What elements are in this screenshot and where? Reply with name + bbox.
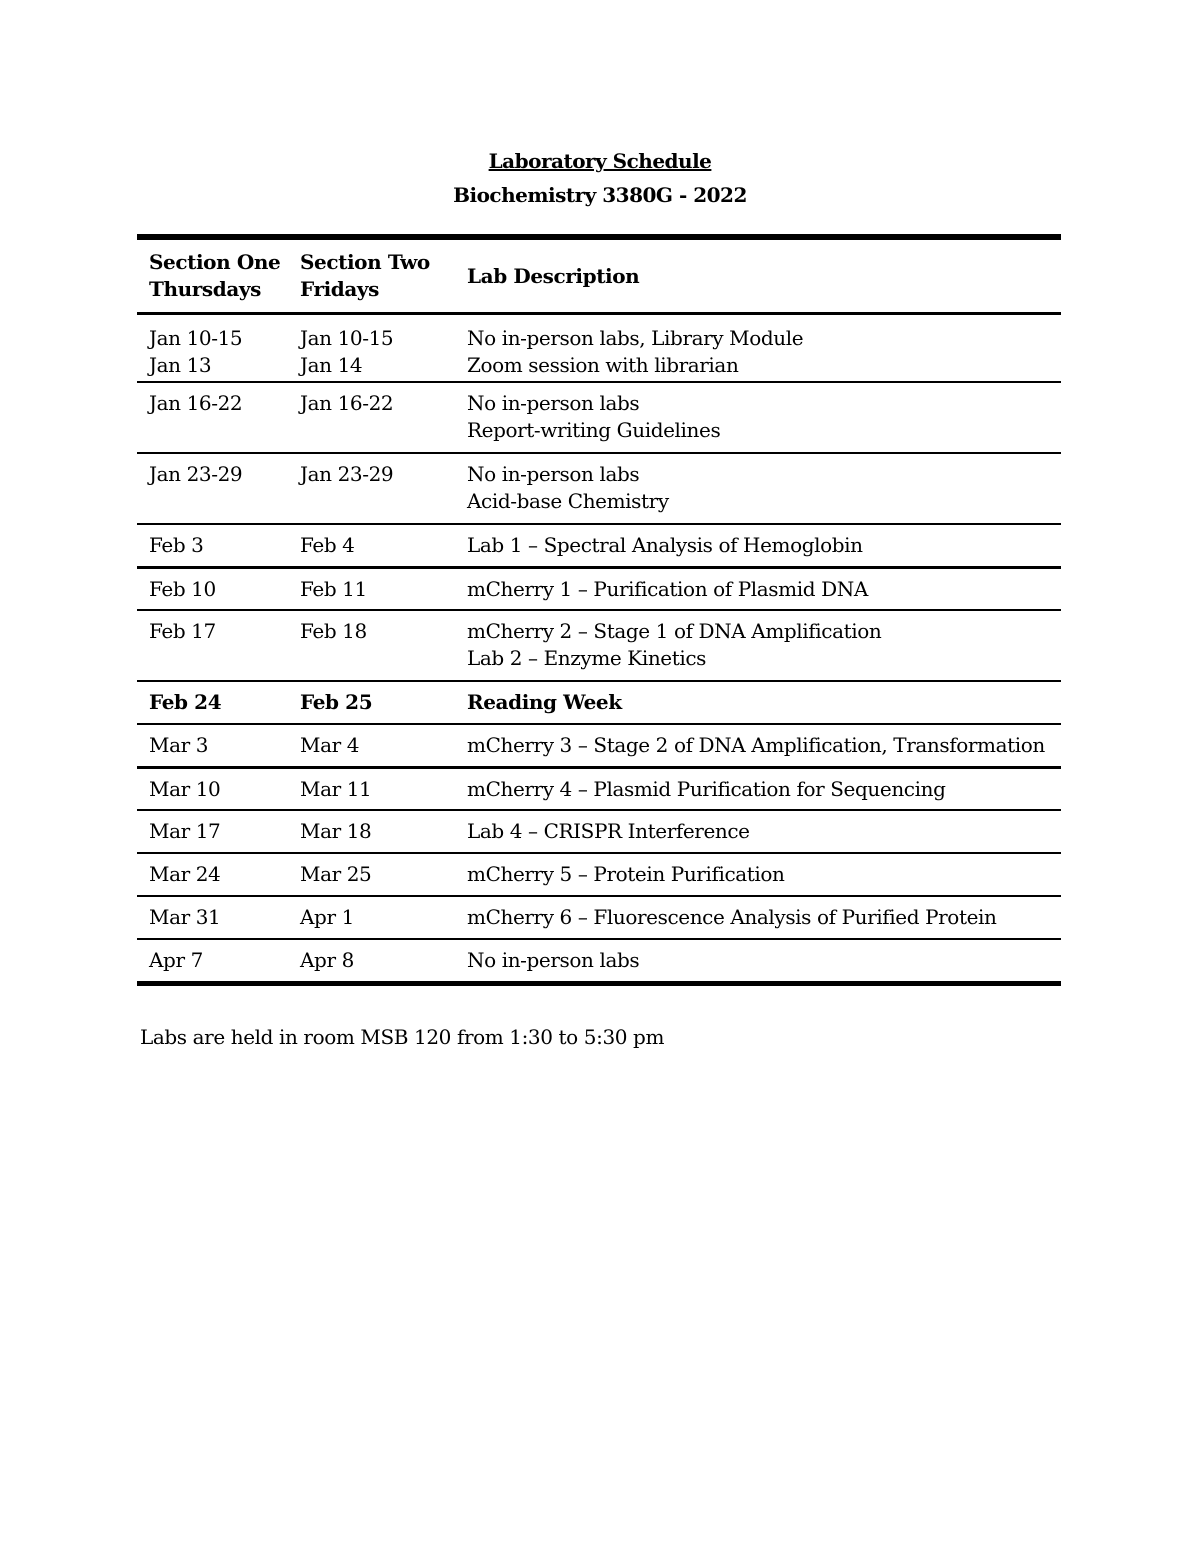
cell-text: Feb 17 xyxy=(149,619,216,643)
table-row xyxy=(137,312,1061,381)
schedule-table xyxy=(137,234,1061,986)
row-description: Lab 4 – CRISPR Interference xyxy=(467,819,750,843)
table-row xyxy=(137,609,1061,680)
cell-text: No in-person labs xyxy=(467,462,640,486)
header-section-one-day: Thursdays xyxy=(149,277,261,301)
row-section-one: Feb 24 xyxy=(149,690,222,714)
row-description: mCherry 3 – Stage 2 of DNA Amplification, Transformation xyxy=(467,733,1045,757)
row-description: No in-person labs xyxy=(467,948,640,972)
row-section-one: Mar 31 xyxy=(149,905,221,929)
cell-text: Jan 10-15 xyxy=(300,326,394,350)
cell-text: Jan 13 xyxy=(149,353,212,377)
row-section-two: Feb 25 xyxy=(300,690,373,714)
cell-text: Jan 23-29 xyxy=(300,462,394,486)
footer-note: Labs are held in room MSB 120 from 1:30 to 5:30 pm xyxy=(140,1025,665,1049)
row-section-one: Mar 17 xyxy=(149,819,221,843)
cell-text: Lab 2 – Enzyme Kinetics xyxy=(467,646,707,670)
row-description: mCherry 4 – Plasmid Purification for Sequencing xyxy=(467,777,946,801)
cell-text: Zoom session with librarian xyxy=(467,353,739,377)
table-row xyxy=(137,895,1061,938)
cell-text: No in-person labs xyxy=(467,391,640,415)
table-row xyxy=(137,766,1061,809)
header-section-two-day: Fridays xyxy=(300,277,380,301)
row-section-one: Feb 3 xyxy=(149,533,204,557)
table-row-reading-week xyxy=(137,680,1061,723)
row-description xyxy=(455,461,1061,523)
table-header xyxy=(137,240,1061,312)
row-section-one: Apr 7 xyxy=(149,948,203,972)
row-description: mCherry 5 – Protein Purification xyxy=(467,862,785,886)
cell-text: Jan 23-29 xyxy=(149,462,243,486)
row-section-two xyxy=(288,390,455,452)
table-row xyxy=(137,852,1061,895)
table-row xyxy=(137,809,1061,852)
cell-text: Feb 18 xyxy=(300,619,367,643)
row-section-two: Apr 1 xyxy=(300,905,354,929)
row-section-one xyxy=(137,325,288,381)
cell-text: Report-writing Guidelines xyxy=(467,418,721,442)
row-section-one xyxy=(137,461,288,523)
table-row xyxy=(137,523,1061,566)
row-section-one: Mar 10 xyxy=(149,777,221,801)
cell-text: Acid-base Chemistry xyxy=(467,489,669,513)
cell-text: mCherry 2 – Stage 1 of DNA Amplification xyxy=(467,619,882,643)
row-section-two: Feb 4 xyxy=(300,533,355,557)
row-section-one: Feb 10 xyxy=(149,577,216,601)
row-description: Lab 1 – Spectral Analysis of Hemoglobin xyxy=(467,533,863,557)
row-description xyxy=(455,325,1061,381)
row-description: Reading Week xyxy=(467,690,622,714)
row-section-one: Mar 3 xyxy=(149,733,209,757)
cell-text: Jan 14 xyxy=(300,353,363,377)
table-row xyxy=(137,381,1061,452)
table-row xyxy=(137,723,1061,766)
header-lab-description: Lab Description xyxy=(467,263,640,288)
row-section-two: Mar 18 xyxy=(300,819,372,843)
row-section-two: Mar 25 xyxy=(300,862,372,886)
header-section-one-label: Section One xyxy=(149,250,281,274)
row-section-one: Mar 24 xyxy=(149,862,221,886)
cell-text: Jan 16-22 xyxy=(149,391,243,415)
header-section-two xyxy=(288,249,455,303)
cell-text: Jan 10-15 xyxy=(149,326,243,350)
row-section-two: Mar 11 xyxy=(300,777,372,801)
table-row xyxy=(137,938,1061,981)
row-section-two xyxy=(288,461,455,523)
row-description xyxy=(455,618,1061,680)
header-section-one xyxy=(137,249,288,303)
row-section-two: Apr 8 xyxy=(300,948,354,972)
row-description: mCherry 6 – Fluorescence Analysis of Purified Protein xyxy=(467,905,997,929)
row-description: mCherry 1 – Purification of Plasmid DNA xyxy=(467,577,868,601)
row-section-one xyxy=(137,618,288,680)
header-section-two-label: Section Two xyxy=(300,250,430,274)
page-subtitle: Biochemistry 3380G - 2022 xyxy=(453,183,747,207)
table-row xyxy=(137,452,1061,523)
cell-text: Jan 16-22 xyxy=(300,391,394,415)
cell-text: No in-person labs, Library Module xyxy=(467,326,804,350)
row-section-two xyxy=(288,618,455,680)
row-description xyxy=(455,390,1061,452)
row-section-two xyxy=(288,325,455,381)
table-row xyxy=(137,566,1061,609)
row-section-one xyxy=(137,390,288,452)
page-title: Laboratory Schedule xyxy=(488,149,712,173)
row-section-two: Feb 11 xyxy=(300,577,367,601)
row-section-two: Mar 4 xyxy=(300,733,360,757)
